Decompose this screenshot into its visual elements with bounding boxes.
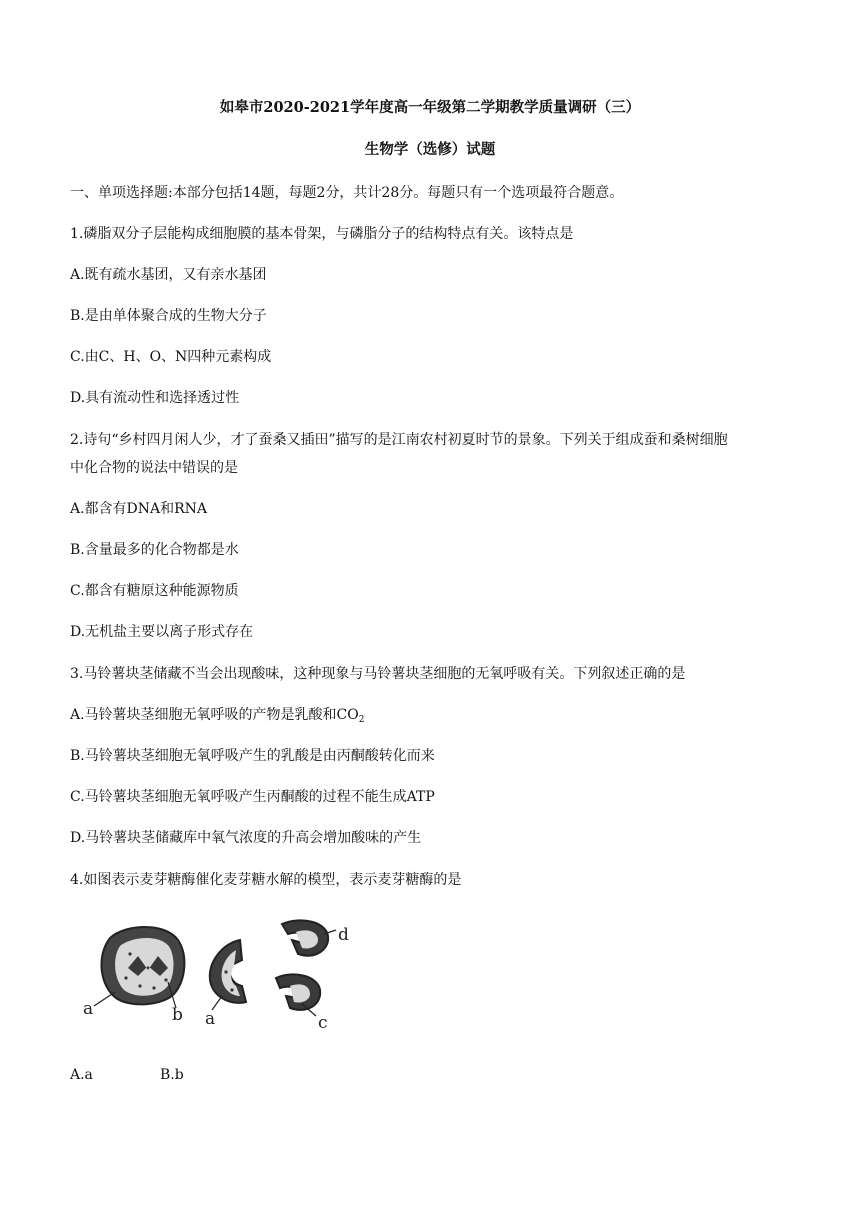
q4-option-b: B.b bbox=[160, 1067, 184, 1083]
q2-stem-line2: 中化合物的说法中错误的是 bbox=[70, 460, 238, 476]
q3-option-a-subscript: 2 bbox=[358, 715, 365, 725]
page-title: 如皋市2020-2021学年度高一年级第二学期教学质量调研（三） bbox=[219, 99, 641, 116]
enzyme-model-figure bbox=[70, 910, 370, 1035]
figure-label-a-right: a bbox=[205, 1009, 216, 1029]
q1-option-b: B.是由单体聚合成的生物大分子 bbox=[70, 308, 267, 324]
q4-stem: 4.如图表示麦芽糖酶催化麦芽糖水解的模型，表示麦芽糖酶的是 bbox=[70, 872, 462, 888]
q3-option-c: C.马铃薯块茎细胞无氧呼吸产生丙酮酸的过程不能生成ATP bbox=[70, 789, 435, 805]
figure-label-d: d bbox=[338, 925, 349, 945]
q3-option-a-text: A.马铃薯块茎细胞无氧呼吸的产物是乳酸和CO bbox=[70, 707, 359, 723]
section-heading: 一、单项选择题:本部分包括14题，每题2分，共计28分。每题只有一个选项最符合题意。 bbox=[70, 185, 624, 201]
q4-option-a: A.a bbox=[70, 1067, 93, 1083]
figure-label-c: c bbox=[318, 1013, 328, 1033]
q3-option-a bbox=[70, 706, 364, 729]
q3-stem: 3.马铃薯块茎储藏不当会出现酸味，这种现象与马铃薯块茎细胞的无氧呼吸有关。下列叙述正确的是 bbox=[70, 666, 686, 682]
page-subtitle: 生物学（选修）试题 bbox=[364, 141, 496, 158]
q2-option-b: B.含量最多的化合物都是水 bbox=[70, 542, 239, 558]
q3-option-d: D.马铃薯块茎储藏库中氧气浓度的升高会增加酸味的产生 bbox=[70, 830, 422, 846]
q2-option-a: A.都含有DNA和RNA bbox=[70, 501, 208, 517]
q1-option-d: D.具有流动性和选择透过性 bbox=[70, 390, 240, 406]
q3-option-b: B.马铃薯块茎细胞无氧呼吸产生的乳酸是由丙酮酸转化而来 bbox=[70, 748, 435, 764]
q1-option-a: A.既有疏水基团，又有亲水基团 bbox=[70, 267, 267, 283]
q2-stem-line1: 2.诗句“乡村四月闲人少，才了蚕桑又插田”描写的是江南农村初夏时节的景象。下列关于组成蚕和桑树细胞 bbox=[70, 432, 728, 448]
figure-label-b: b bbox=[172, 1005, 183, 1025]
q1-option-c: C.由C、H、O、N四种元素构成 bbox=[70, 349, 272, 365]
q2-option-c: C.都含有糖原这种能源物质 bbox=[70, 583, 239, 599]
figure-label-a-left: a bbox=[83, 999, 94, 1019]
q2-option-d: D.无机盐主要以离子形式存在 bbox=[70, 624, 254, 640]
q1-stem: 1.磷脂双分子层能构成细胞膜的基本骨架，与磷脂分子的结构特点有关。该特点是 bbox=[70, 226, 574, 242]
